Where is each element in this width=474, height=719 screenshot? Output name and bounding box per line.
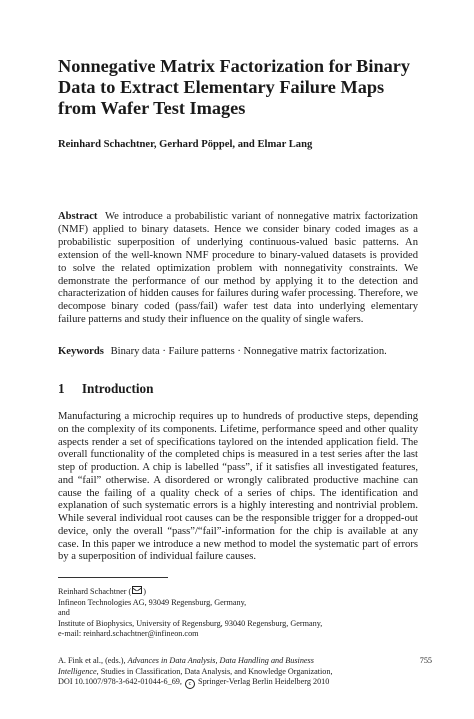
introduction-paragraph: Manufacturing a microchip requires up to hundreds of productive steps, depending on the complexity of its components. Lifetime, performance speed and other quality aspects render a set of specifications taylored on the intended application field. The overall functionality of the completed chips is measured in a test series after the last step of production. A chip is labelled “pass”, if it satisfies all investigated features, and “fail” otherwise. A disordered or wrongly calibrated productive machine can cause the failing of a quality check of a series of chips. The identification and explanation of such systematic errors is a highly interesting and nontrivial problem. While several individual root causes can be the responsible trigger for a dropped-out device, only the overall “pass”/“fail”-information for the chip is available at any case. In this paper we introduce a new method to model the systematic part of errors by a superposition of individual failure causes. — [58, 411, 418, 563]
citation-series: , Studies in Classification, Data Analysis, and Knowledge Organization, — [96, 666, 333, 676]
title-line-1: Nonnegative Matrix Factorization for Binary — [58, 56, 411, 76]
citation-book-title-1: Advances in Data Analysis, Data Handling and Business — [127, 656, 314, 665]
section-heading — [58, 381, 153, 397]
footnote-author-name: Reinhard Schachtner ( — [58, 587, 132, 596]
footnote-affiliation-1: Infineon Technologies AG, 93049 Regensburg, Germany, — [58, 597, 247, 607]
footnote-divider — [58, 577, 168, 578]
page-number: 755 — [419, 656, 432, 665]
citation-doi: DOI 10.1007/978-3-642-01044-6_69, — [58, 677, 182, 687]
keywords-text: Binary data · Failure patterns · Nonnegative matrix factorization. — [110, 346, 387, 357]
copyright-icon: c — [185, 679, 195, 689]
citation-publisher: Springer-Verlag Berlin Heidelberg 2010 — [198, 677, 330, 687]
footnote-email: e-mail: reinhard.schachtner@infineon.com — [58, 629, 199, 639]
keywords-label: Keywords — [58, 346, 104, 357]
citation-prefix: A. Fink et al., (eds.), — [58, 656, 126, 665]
abstract-text: We introduce a probabilistic variant of nonnegative matrix factorization (NMF) applied to binary datasets. Hence we consider binary coded images as a probabilistic superposition of underlying continuous-valued basic patterns. An extension of the well-known NMF procedure to binary-valued datasets is provided to solve the related optimization problem with nonnegativity constraints. We demonstrate the performance of our method by applying it to the detection and characterization of hidden causes for failures during wafer processing. Therefore, we decompose binary coded (pass/fail) wafer test data into underlying elementary failure patterns and study their influence on the quality of single wafers. — [58, 211, 418, 326]
author-list: Reinhard Schachtner, Gerhard Pöppel, and Elmar Lang — [58, 139, 313, 150]
title-line-3: from Wafer Test Images — [58, 98, 246, 118]
footnote-affiliation-2: Institute of Biophysics, University of Regensburg, 93040 Regensburg, Germany, — [58, 618, 323, 628]
citation-line-2 — [58, 667, 358, 678]
book-citation — [58, 656, 358, 689]
citation-line-3 — [58, 677, 358, 689]
title-line-2: Data to Extract Elementary Failure Maps — [58, 77, 385, 97]
author-footnote — [58, 586, 438, 640]
abstract — [58, 211, 418, 327]
section-title: Introduction — [81, 381, 154, 396]
paper-title — [58, 56, 438, 119]
keywords — [58, 345, 418, 358]
abstract-label: Abstract — [58, 211, 98, 222]
citation-book-title-2: Intelligence — [58, 666, 97, 676]
envelope-icon — [132, 586, 142, 594]
section-number: 1 — [58, 381, 65, 396]
footnote-author-line — [58, 586, 438, 598]
footnote-and: and — [58, 608, 70, 618]
citation-line-1 — [58, 656, 358, 667]
footnote-author-close: ) — [143, 587, 146, 596]
